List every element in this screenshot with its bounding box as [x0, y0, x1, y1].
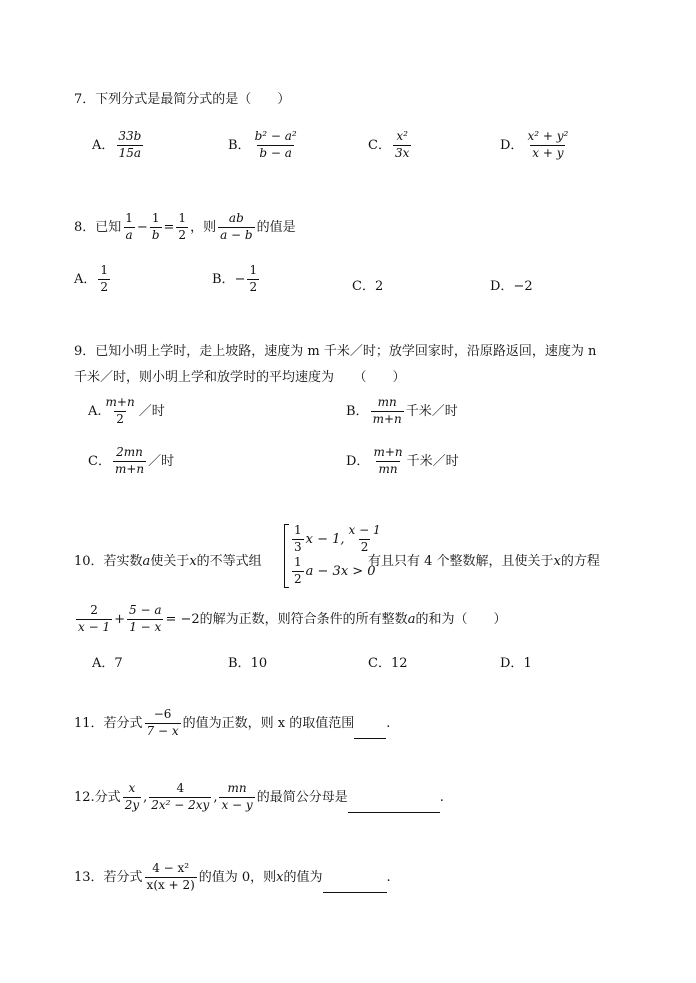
q9-stem-line2: 千米／时，则小明上学和放学时的平均速度为 （ ） [74, 370, 406, 385]
q8-option-b: B．− $\frac{1}{2}$ [212, 263, 258, 294]
q11-stem: 11．若分式 $\frac{-6}{7 - x}$ 的值为正数，则 x 的取值范围 . [74, 707, 391, 738]
q12-stem: 12.分式 $\frac{x}{2y}$ , $\frac{4}{\text{2x² − 2xy}}$ , $\frac{mn}{x - y}$ 的最简公分母是 . [74, 781, 444, 812]
q9-option-c: C． $\frac{2mn}{m+n}$ ／时 [88, 445, 175, 476]
q10-system-brace [284, 524, 289, 588]
q10-option-b: B．10 [228, 656, 268, 671]
q8-stem: 8．已知 $\frac{1}{a}$ − $\frac{1}{b}$ = $\frac{1}{2}$ ，则 $\frac{ab}{a - b}$ 的值是 [74, 211, 296, 242]
q7-option-d: D． $\frac{\text{x² + y²}}{x + y}$ [500, 129, 569, 160]
q13-answer-blank[interactable] [323, 878, 387, 893]
q7-option-a: A． $\frac{33b}{15a}$ [92, 129, 142, 160]
q10-stem-part1: 10．若实数a使关于x的不等式组 [74, 554, 262, 569]
q9-option-d: D． $\frac{m+n}{mn}$ 千米／时 [346, 445, 459, 476]
q9-stem-line1: 9．已知小明上学时，走上坡路，速度为 m 千米／时；放学回家时，沿原路返回，速度为 n [74, 344, 597, 359]
q11-answer-blank[interactable] [354, 724, 386, 739]
q10-stem-line2: $\frac{2}{x - 1}$ + $\frac{5 - a}{1 - x}$ = −2的解为正数，则符合条件的所有整数a的和为（ ） [78, 603, 507, 634]
q8-option-a: A． $\frac{1}{2}$ [74, 263, 109, 294]
q10-system-line2: $\frac{1}{2}$ a − 3x > 0 [294, 555, 376, 586]
q7-option-c: C． $\frac{\text{x²}}{3x}$ [368, 129, 410, 160]
q10-option-c: C．12 [368, 656, 408, 671]
q9-option-a: A. $\frac{m+n}{2}$ ／时 [88, 395, 165, 426]
q8-option-d: D．−2 [490, 279, 533, 294]
q9-option-b: B． $\frac{mn}{m+n}$ 千米／时 [346, 395, 458, 426]
q10-option-a: A．7 [92, 656, 123, 671]
q7-stem: 7．下列分式是最简分式的是（ ） [74, 92, 291, 107]
q8-option-c: C．2 [352, 279, 384, 294]
q7-option-b: B． $\frac{\text{b² − a²}}{b - a}$ [228, 129, 297, 160]
q10-stem-part2: 有且只有 4 个整数解，且使关于x的方程 [368, 554, 600, 569]
q12-answer-blank[interactable] [348, 798, 440, 813]
q10-system-line1: $\frac{1}{3}$ x − 1, $\frac{x - 1}{2}$ [294, 523, 381, 554]
q13-stem: 13．若分式 $\frac{\text{4 − x²}}{x(x + 2)}$ 的值为 0，则x的值为 . [74, 861, 391, 892]
q10-option-d: D．1 [500, 656, 532, 671]
